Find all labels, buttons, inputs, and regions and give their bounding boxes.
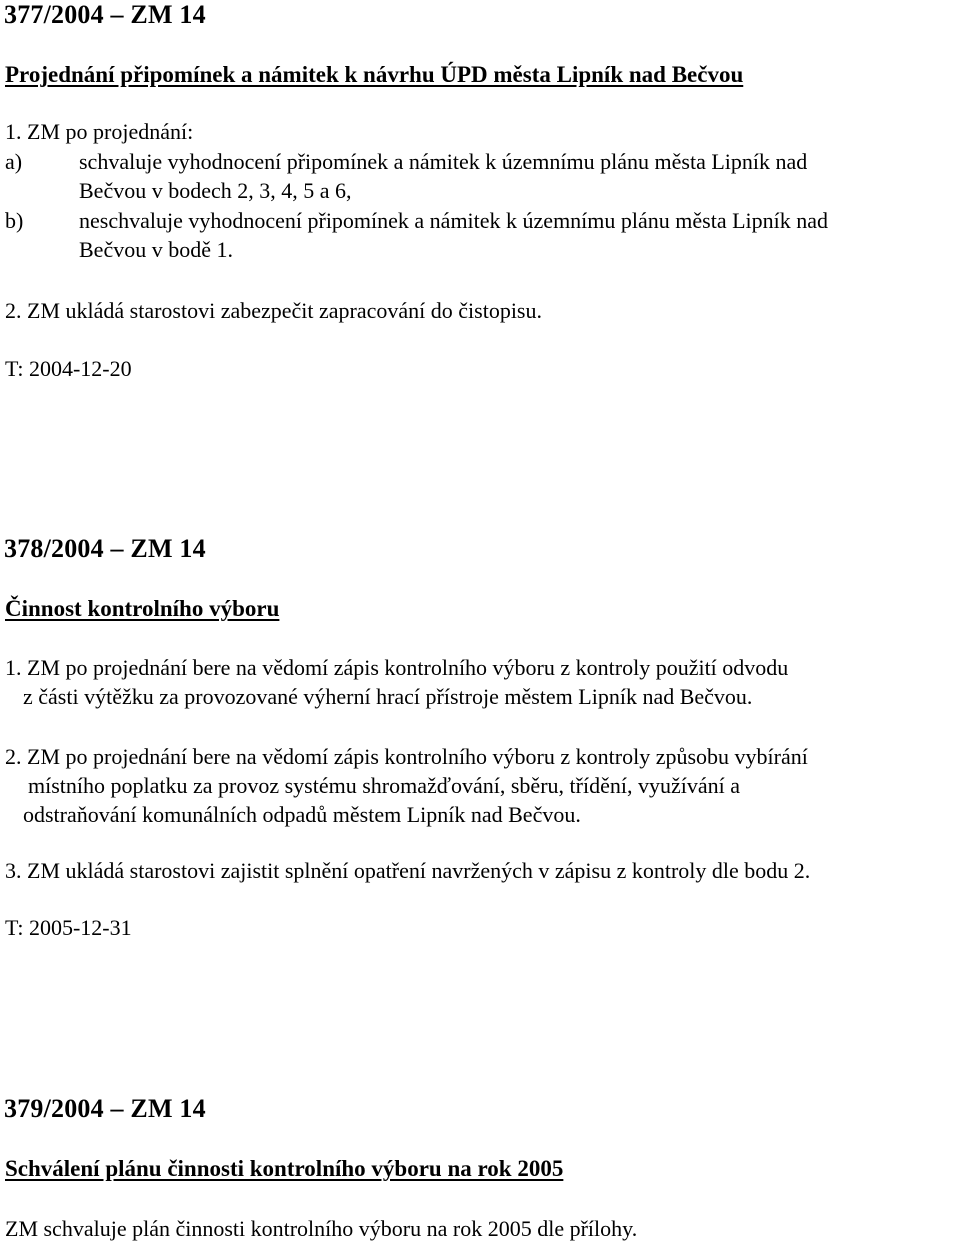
resolution-379-text: ZM schvaluje plán činnosti kontrolního výboru na rok 2005 dle přílohy. [5,1216,638,1241]
resolution-377-item1-b-line1: neschvaluje vyhodnocení připomínek a námitek k územnímu plánu města Lipník nad [79,208,829,233]
resolution-377-id: 377/2004 – ZM 14 [4,0,206,29]
resolution-378-item2-line3: odstraňování komunálních odpadů městem Lipník nad Bečvou. [23,802,581,827]
resolution-378-id: 378/2004 – ZM 14 [4,534,206,563]
resolution-378-item1-line2: z části výtěžku za provozované výherní hrací přístroje městem Lipník nad Bečvou. [23,684,753,709]
resolution-379-title: Schválení plánu činnosti kontrolního výboru na rok 2005 [5,1156,564,1181]
resolution-379-id: 379/2004 – ZM 14 [4,1094,206,1123]
resolution-378-item2-line1: 2. ZM po projednání bere na vědomí zápis kontrolního výboru z kontroly způsobu vybírání [5,744,808,769]
resolution-378-item2-line2: místního poplatku za provoz systému shromažďování, sběru, třídění, využívání a [28,773,740,798]
resolution-378-item1-line1: 1. ZM po projednání bere na vědomí zápis kontrolního výboru z kontroly použití odvodu [5,655,789,680]
resolution-377-item1-b-marker: b) [5,208,24,233]
resolution-377-item1-intro: 1. ZM po projednání: [5,119,194,144]
resolution-378-deadline: T: 2005-12-31 [5,915,132,940]
resolution-378-title: Činnost kontrolního výboru [5,596,280,621]
resolution-378-item3: 3. ZM ukládá starostovi zajistit splnění opatření navržených v zápisu z kontroly dle bodu 2. [5,858,811,883]
resolution-377-item1-a-marker: a) [5,149,23,174]
resolution-377-item1-a-line1: schvaluje vyhodnocení připomínek a námitek k územnímu plánu města Lipník nad [79,149,808,174]
resolution-377-item2: 2. ZM ukládá starostovi zabezpečit zapracování do čistopisu. [5,298,542,323]
resolution-377-item1-b-line2: Bečvou v bodě 1. [79,237,233,262]
resolution-377-title: Projednání připomínek a námitek k návrhu ÚPD města Lipník nad Bečvou [5,62,744,87]
resolution-377-item1-a-line2: Bečvou v bodech 2, 3, 4, 5 a 6, [79,178,352,203]
resolution-377-deadline: T: 2004-12-20 [5,356,132,381]
